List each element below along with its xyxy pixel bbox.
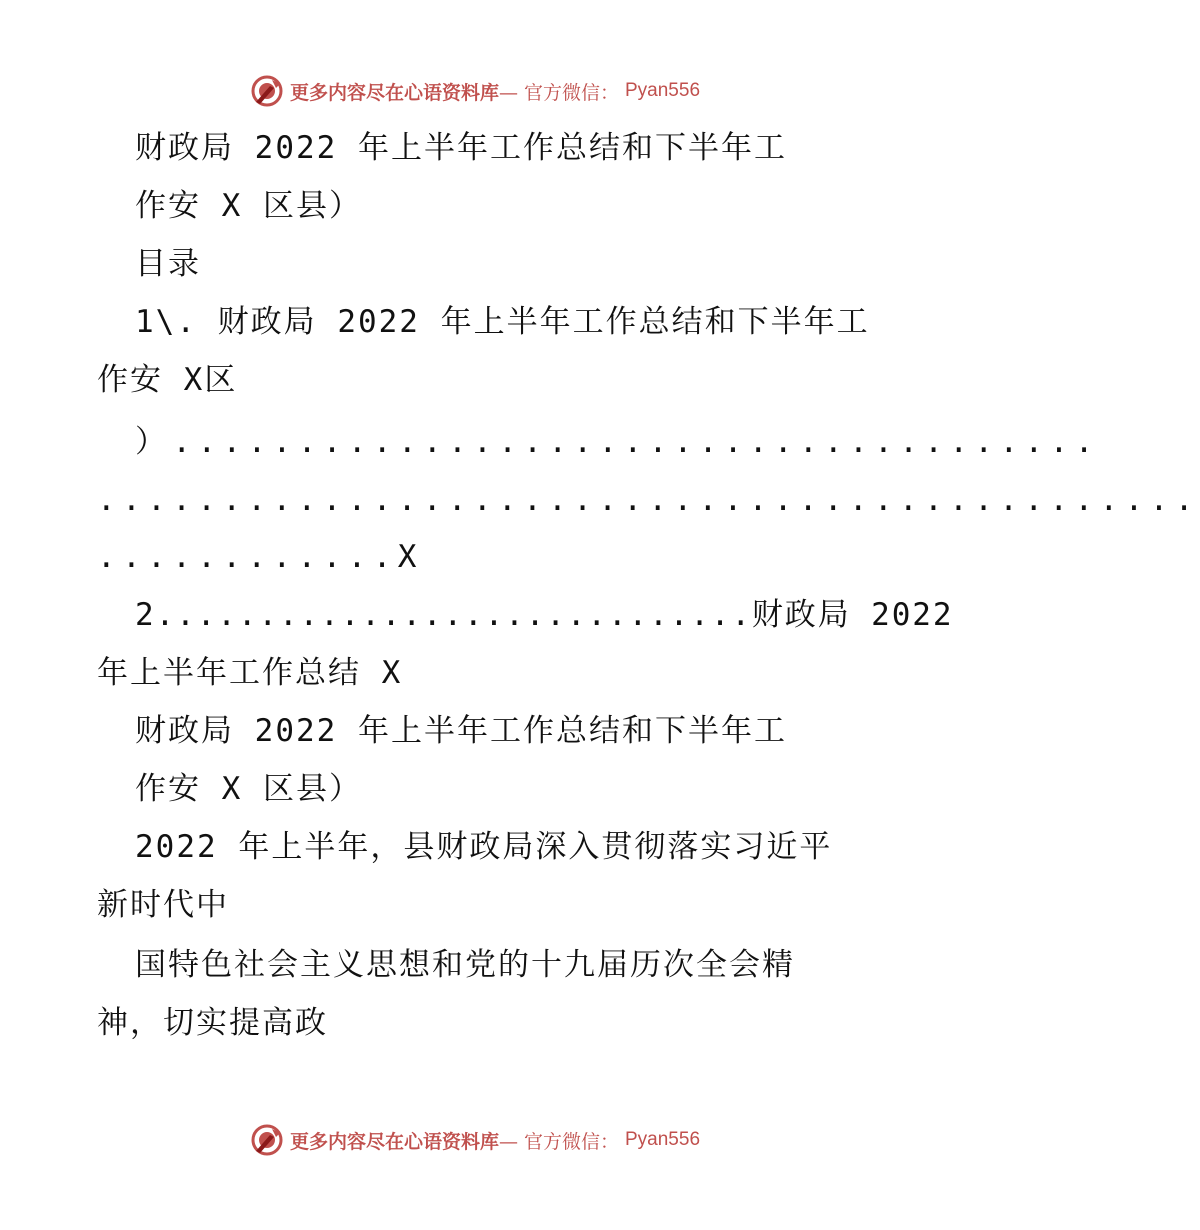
pen-logo-icon	[250, 1123, 284, 1157]
banner-wechat-id: Pyan556	[625, 80, 701, 101]
footer-banner	[0, 1120, 950, 1160]
banner-subtitle: 官方微信：	[523, 1130, 619, 1153]
toc-item-2-line-2: 年上半年工作总结 X	[97, 655, 403, 691]
paragraph-line-4: 神，切实提高政	[97, 1005, 328, 1041]
title-line-2: 作安 X 区县）	[135, 188, 362, 224]
banner-dash: —	[498, 81, 518, 104]
toc-item-1-line-1: 1\. 财政局 2022 年上半年工作总结和下半年工	[135, 304, 870, 340]
toc-item-1-leader-1: ）.....................................	[135, 424, 1100, 460]
paragraph-line-2: 新时代中	[97, 887, 229, 923]
toc-item-1-line-2: 作安 X区	[97, 362, 238, 398]
banner-main-text: 更多内容尽在心语资料库	[289, 1130, 499, 1153]
toc-item-1-leader-3: ............X	[97, 539, 423, 575]
toc-heading: 目录	[135, 246, 201, 282]
section-title-line-1: 财政局 2022 年上半年工作总结和下半年工	[135, 713, 787, 749]
toc-item-2-line-1: 2.............................财政局 2022	[135, 597, 954, 633]
paragraph-line-3: 国特色社会主义思想和党的十九届历次全会精	[135, 947, 795, 983]
banner-subtitle: 官方微信：	[523, 81, 619, 104]
banner-text	[290, 1127, 518, 1154]
banner-main-text: 更多内容尽在心语资料库	[289, 81, 499, 104]
section-title-line-2: 作安 X 区县）	[135, 771, 362, 807]
banner-dash: —	[498, 1130, 518, 1153]
banner-wechat-id: Pyan556	[625, 1129, 701, 1150]
paragraph-line-1: 2022 年上半年，县财政局深入贯彻落实习近平	[135, 829, 833, 865]
toc-item-1-leader-2: ............................................	[97, 482, 1200, 518]
title-line-1: 财政局 2022 年上半年工作总结和下半年工	[135, 130, 787, 166]
